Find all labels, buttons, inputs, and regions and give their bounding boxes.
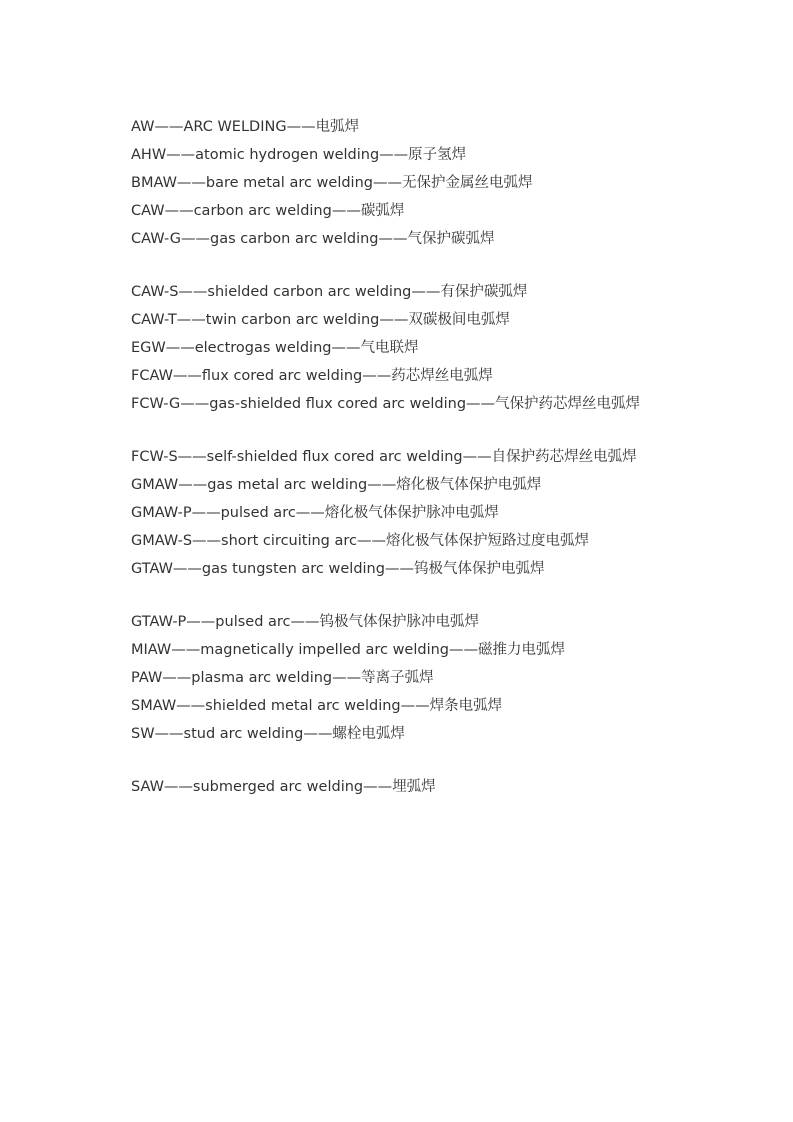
term-line: FCAW——flux cored arc welding——药芯焊丝电弧焊 [131,368,493,384]
term-line: PAW——plasma arc welding——等离子弧焊 [131,670,434,686]
term-line: FCW-G——gas-shielded flux cored arc welding——气保护药芯焊丝电弧焊 [131,396,641,412]
term-line: CAW-T——twin carbon arc welding——双碳极间电弧焊 [131,312,510,328]
term-line: CAW——carbon arc welding——碳弧焊 [131,203,405,219]
abbreviation-list [131,113,771,826]
term-group-5 [131,773,771,801]
term-line: CAW-S——shielded carbon arc welding——有保护碳弧焊 [131,284,528,300]
term-group-3 [131,443,771,583]
term-line: AHW——atomic hydrogen welding——原子氢焊 [131,147,467,163]
term-line: SW——stud arc welding——螺栓电弧焊 [131,726,405,742]
term-line: GTAW——gas tungsten arc welding——钨极气体保护电弧焊 [131,561,545,577]
term-line: GMAW-S——short circuiting arc——熔化极气体保护短路过度电弧焊 [131,533,589,549]
term-group-4 [131,608,771,748]
term-line: CAW-G——gas carbon arc welding——气保护碳弧焊 [131,231,495,247]
term-line: AW——ARC WELDING——电弧焊 [131,119,360,135]
term-group-2 [131,278,771,418]
term-line: GMAW——gas metal arc welding——熔化极气体保护电弧焊 [131,477,542,493]
term-line: FCW-S——self-shielded flux cored arc welding——自保护药芯焊丝电弧焊 [131,449,637,465]
term-line: MIAW——magnetically impelled arc welding——磁推力电弧焊 [131,642,566,658]
term-line: SAW——submerged arc welding——埋弧焊 [131,779,436,795]
term-group-1 [131,113,771,253]
term-line: BMAW——bare metal arc welding——无保护金属丝电弧焊 [131,175,533,191]
term-line: EGW——electrogas welding——气电联焊 [131,340,419,356]
term-line: GMAW-P——pulsed arc——熔化极气体保护脉冲电弧焊 [131,505,499,521]
term-line: GTAW-P——pulsed arc——钨极气体保护脉冲电弧焊 [131,614,480,630]
term-line: SMAW——shielded metal arc welding——焊条电弧焊 [131,698,503,714]
